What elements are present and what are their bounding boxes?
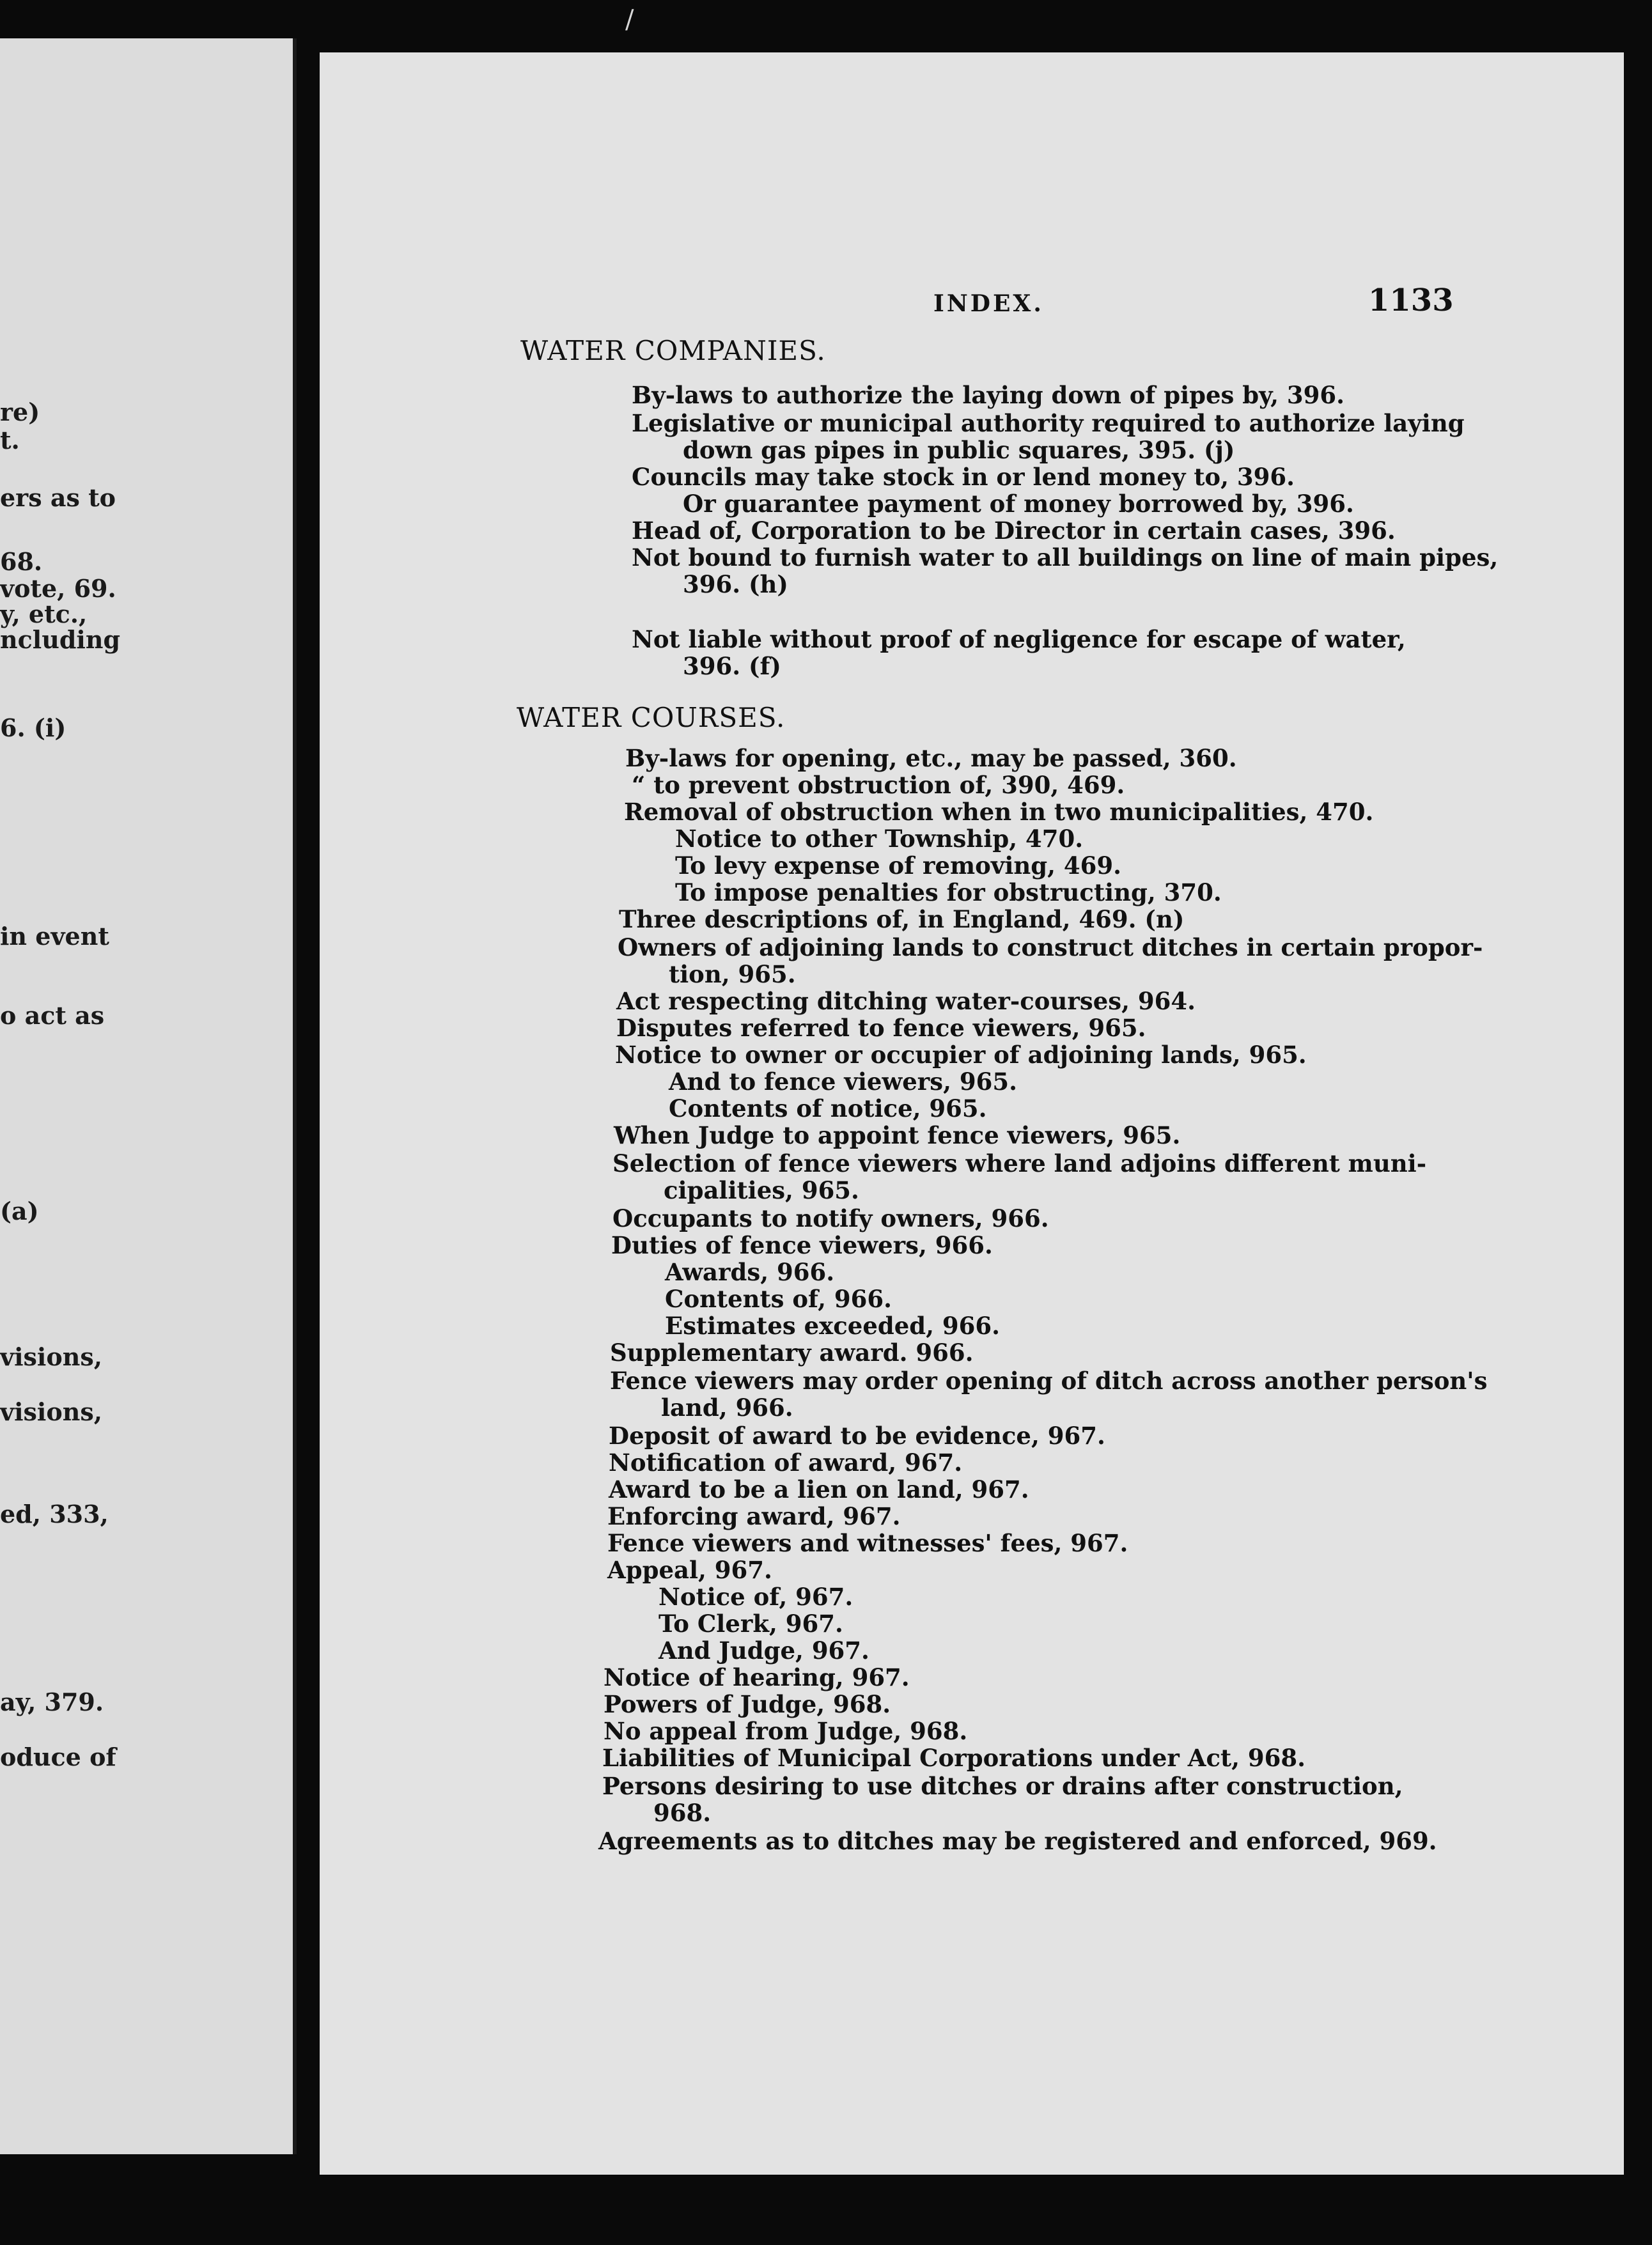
index-entry: Enforcing award, 967. xyxy=(607,1502,901,1530)
index-entry: Councils may take stock in or lend money to, 396. xyxy=(632,463,1295,491)
index-entry: Legislative or municipal authority required to authorize laying xyxy=(632,409,1465,437)
index-entry: land, 966. xyxy=(661,1394,793,1422)
index-entry: Notice of, 967. xyxy=(658,1583,853,1611)
left-fragment: in event xyxy=(0,922,109,951)
index-entry: 968. xyxy=(653,1799,712,1827)
index-entry: Head of, Corporation to be Director in certain cases, 396. xyxy=(632,517,1396,545)
left-fragment: visions, xyxy=(0,1342,102,1371)
index-entry: Three descriptions of, in England, 469. (n) xyxy=(619,905,1185,933)
index-entry: Contents of notice, 965. xyxy=(669,1094,987,1122)
index-entry: Fence viewers may order opening of ditch across another person's xyxy=(610,1367,1488,1395)
page-header-title: INDEX. xyxy=(933,290,1044,317)
index-entry: Removal of obstruction when in two municipalities, 470. xyxy=(624,798,1374,826)
index-entry: And to fence viewers, 965. xyxy=(669,1068,1018,1096)
left-fragment: 68. xyxy=(0,547,43,576)
index-entry: 396. (f) xyxy=(683,652,781,680)
index-entry: Persons desiring to use ditches or drains after construction, xyxy=(602,1772,1403,1800)
left-fragment: ncluding xyxy=(0,625,121,654)
index-entry: Selection of fence viewers where land adjoins different muni- xyxy=(612,1149,1427,1177)
index-entry: Award to be a lien on land, 967. xyxy=(609,1475,1029,1503)
left-fragment: oduce of xyxy=(0,1743,116,1771)
left-fragment: ay, 379. xyxy=(0,1688,104,1716)
index-entry: To levy expense of removing, 469. xyxy=(675,851,1122,880)
left-fragment: ed, 333, xyxy=(0,1500,109,1528)
index-entry: Owners of adjoining lands to construct ditches in certain propor- xyxy=(618,933,1483,961)
left-fragment: t. xyxy=(0,426,20,454)
left-fragment: 6. (i) xyxy=(0,713,66,742)
index-entry: Disputes referred to fence viewers, 965. xyxy=(616,1014,1146,1042)
index-entry: Awards, 966. xyxy=(665,1258,835,1286)
section-title-water-companies: WATER COMPANIES. xyxy=(520,335,826,366)
index-entry: “ to prevent obstruction of, 390, 469. xyxy=(632,771,1125,799)
index-entry: Or guarantee payment of money borrowed by, 396. xyxy=(683,490,1354,518)
index-entry: Contents of, 966. xyxy=(665,1285,892,1313)
left-fragment: ers as to xyxy=(0,483,116,512)
index-entry: Agreements as to ditches may be registered and enforced, 969. xyxy=(598,1827,1437,1855)
index-entry: down gas pipes in public squares, 395. (j) xyxy=(683,436,1235,464)
index-entry: Notice of hearing, 967. xyxy=(604,1663,910,1691)
index-entry: To Clerk, 967. xyxy=(658,1610,843,1638)
page-number: 1133 xyxy=(1368,283,1454,318)
index-entry: Notice to other Township, 470. xyxy=(675,825,1084,853)
index-entry: Supplementary award. 966. xyxy=(610,1339,974,1367)
index-entry: Estimates exceeded, 966. xyxy=(665,1312,1001,1340)
left-page-fragment xyxy=(0,38,297,2154)
left-fragment: o act as xyxy=(0,1001,105,1030)
index-entry: Appeal, 967. xyxy=(607,1556,772,1584)
section-title-water-courses: WATER COURSES. xyxy=(517,702,786,733)
index-entry: Notice to owner or occupier of adjoining lands, 965. xyxy=(615,1041,1307,1069)
index-entry: Not liable without proof of negligence for escape of water, xyxy=(632,625,1406,653)
index-entry: Fence viewers and witnesses' fees, 967. xyxy=(607,1529,1128,1557)
index-entry: To impose penalties for obstructing, 370. xyxy=(675,878,1222,906)
left-fragment: re) xyxy=(0,398,40,426)
index-entry: Deposit of award to be evidence, 967. xyxy=(609,1422,1105,1450)
index-entry: cipalities, 965. xyxy=(664,1176,859,1204)
index-entry: By-laws for opening, etc., may be passed, 360. xyxy=(625,744,1237,772)
index-entry: Act respecting ditching water-courses, 964. xyxy=(616,987,1196,1015)
index-entry: Notification of award, 967. xyxy=(609,1449,963,1477)
index-entry: Powers of Judge, 968. xyxy=(604,1690,891,1718)
index-entry: Duties of fence viewers, 966. xyxy=(611,1231,993,1259)
index-entry: No appeal from Judge, 968. xyxy=(604,1717,968,1745)
index-entry: Occupants to notify owners, 966. xyxy=(612,1204,1049,1232)
index-entry: By-laws to authorize the laying down of pipes by, 396. xyxy=(632,381,1344,409)
left-fragment: vote, 69. xyxy=(0,574,116,603)
index-entry: Not bound to furnish water to all buildings on line of main pipes, xyxy=(632,543,1499,571)
index-entry: Liabilities of Municipal Corporations under Act, 968. xyxy=(602,1744,1306,1772)
index-entry: And Judge, 967. xyxy=(658,1636,869,1665)
left-fragment: y, etc., xyxy=(0,600,88,628)
index-entry: tion, 965. xyxy=(669,960,796,988)
index-entry: 396. (h) xyxy=(683,570,788,598)
left-fragment: visions, xyxy=(0,1397,102,1426)
right-page xyxy=(320,52,1624,2175)
left-fragment: (a) xyxy=(0,1197,39,1225)
crease-mark: / xyxy=(625,5,634,35)
index-entry: When Judge to appoint fence viewers, 965. xyxy=(614,1121,1181,1149)
